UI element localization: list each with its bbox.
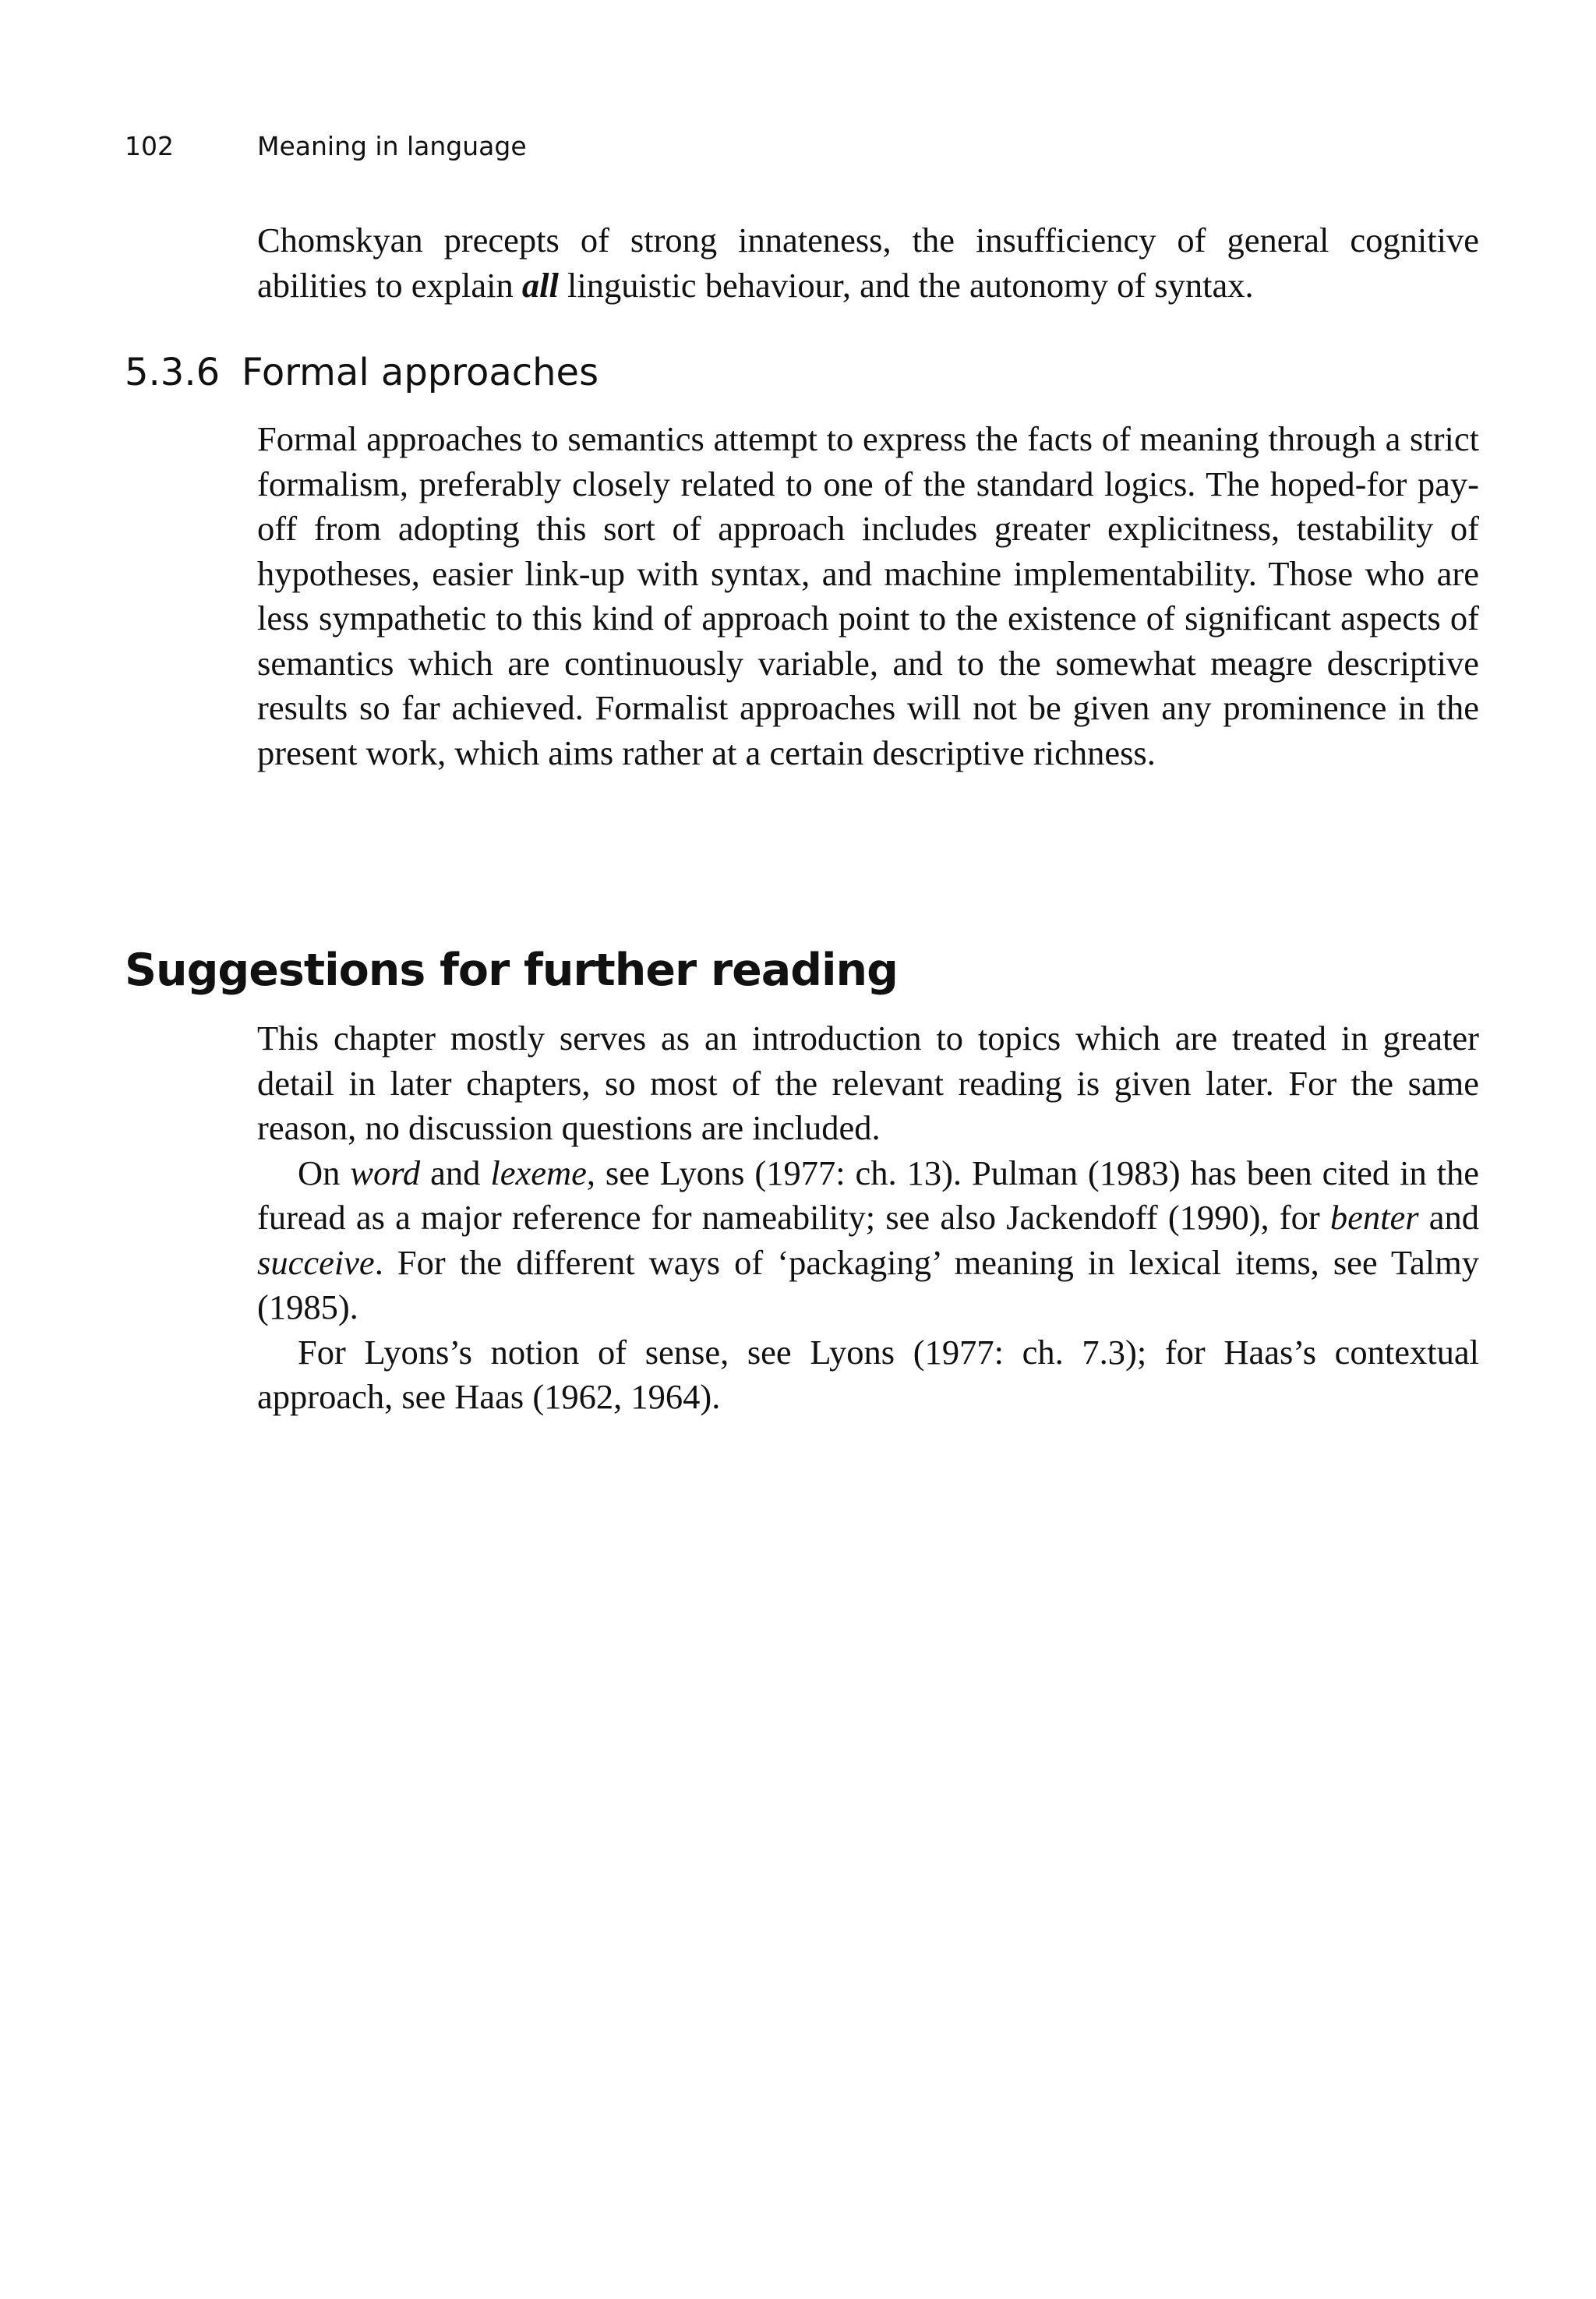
paragraph-text: and: [1418, 1198, 1479, 1237]
italic-term: word: [350, 1153, 421, 1192]
running-head-title: Meaning in language: [257, 131, 527, 161]
section-heading: [125, 349, 598, 396]
paragraph-text: . For the different ways of ‘packaging’ meaning in lexical items, see Talmy (1985).: [257, 1242, 1479, 1326]
further-reading-paragraph-1: This chapter mostly serves as an introduction to topics which are treated in greater detail in later chapters, so most of the relevant reading is given later. For the same reason, no discussion questions are included.: [257, 1019, 1479, 1147]
further-reading-paragraph-2: [257, 1151, 1479, 1330]
section-title: Formal approaches: [242, 351, 599, 394]
section-number: 5.3.6: [125, 351, 221, 394]
further-reading-heading: Suggestions for further reading: [125, 945, 898, 996]
paragraph-formal-approaches: Formal approaches to semantics attempt to express the facts of meaning through a strict formalism, preferably closely related to one of the standard logics. The hoped-for pay-off from adopting this sort of approach includes greater explicitness, testability of hypotheses, easier link-up with syntax, and machine implementability. Those who are less sympathetic to this kind of approach point to the existence of significant aspects of semantics which are continuously variable, and to the somewhat meagre descriptive results so far achieved. Formalist approaches will not be given any prominence in the present work, which aims rather at a certain descriptive richness.: [257, 419, 1479, 772]
emphasis-all: all: [521, 265, 559, 305]
italic-term: lexeme: [490, 1153, 587, 1192]
page-number: 102: [125, 131, 174, 161]
paragraph-text: , see Lyons (1977: ch. 13). Pulman (1983) has been cited in the furead as a major reference for nameability; see also Jackendoff (1990), for: [257, 1153, 1479, 1237]
further-reading-body: [257, 1016, 1479, 1420]
paragraph-text: and: [420, 1153, 491, 1192]
italic-term: succeive: [257, 1242, 375, 1282]
paragraph-text: linguistic behaviour, and the autonomy of syntax.: [558, 265, 1254, 305]
italic-term: benter: [1329, 1198, 1419, 1237]
paragraph-chomskyan: [257, 218, 1479, 308]
running-head: [125, 131, 527, 162]
paragraph-text: On: [298, 1153, 351, 1192]
paragraph-text: Chomskyan precepts of strong innateness, the insufficiency of general cognitive abilities to explain: [257, 221, 1479, 305]
further-reading-paragraph-3: For Lyons’s notion of sense, see Lyons (1977: ch. 7.3); for Haas’s contextual approach, see Haas (1962, 1964).: [257, 1332, 1479, 1416]
